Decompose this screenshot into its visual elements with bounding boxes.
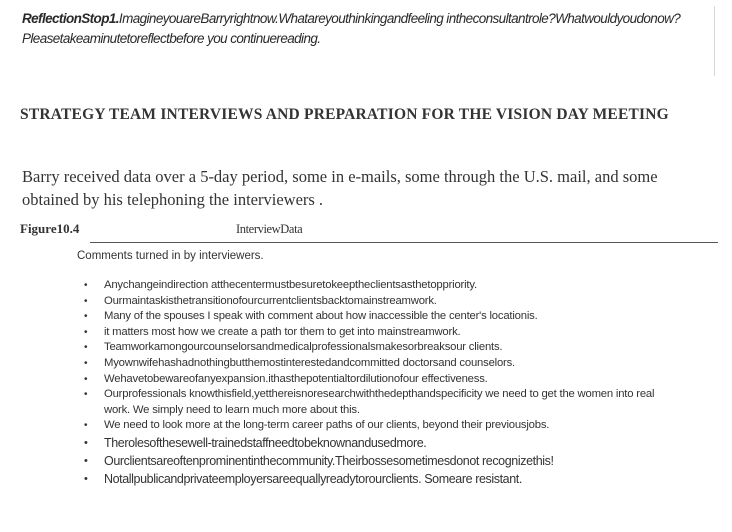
- list-item: • Ourprofessionals knowthisfield,yetthereisnoresearchwiththedepthandspecificity we need to get the women into real work. We simply need to learn much more about this.: [82, 387, 662, 418]
- page-edge-divider: [714, 6, 715, 76]
- list-item: • Therolesofthesewell-trainedstaffneedtobeknownandusedmore.: [82, 435, 662, 452]
- list-item: • Ourclientsareoftenprominentinthecommunity.Theirbossesometimesdonot recognizethis!: [82, 453, 662, 470]
- list-item: • Many of the spouses I speak with comment about how inaccessible the center's locationis.: [82, 309, 662, 325]
- list-item: • Anychangeindirection atthecentermustbesuretokeeptheclientsasthetoppriority.: [82, 278, 662, 294]
- section-intro-paragraph: Barry received data over a 5-day period, some in e-mails, some through the U.S. mail, and some obtained by his telephoning the interviewers .: [22, 167, 658, 209]
- list-item: • Ourmaintaskisthetransitionofourcurrentclientsbacktomainstreamwork.: [82, 294, 662, 310]
- figure-label: Figure10.4: [20, 221, 80, 236]
- list-item: • Wehavetobewareofanyexpansion.ithasthepotentialtordilutionofour effectiveness.: [82, 372, 662, 388]
- reflection-label: ReflectionStop1.: [22, 11, 119, 26]
- list-item: • We need to look more at the long-term career paths of our clients, beyond their previousjobs.: [82, 418, 662, 434]
- figure-title: InterviewData: [236, 222, 303, 236]
- comments-heading: Comments turned in by interviewers.: [77, 250, 264, 262]
- section-heading: STRATEGY TEAM INTERVIEWS AND PREPARATION FOR THE VISION DAY MEETING: [20, 106, 669, 123]
- list-item: • Teamworkamongourcounselorsandmedicalprofessionalsmakesorbreaksour clients.: [82, 340, 662, 356]
- list-item: • Notallpublicandprivateemployersareequallyreadytorourclients. Someare resistant.: [82, 471, 662, 488]
- list-item: • Myownwifehashadnothingbutthemostinterestedandcommitted doctorsand counselors.: [82, 356, 662, 372]
- figure-rule: [90, 242, 718, 243]
- reflection-stop: [22, 9, 702, 49]
- reflection-text: ImagineyouareBarryrightnow.Whatareyouthinkingandfeeling intheconsultantrole?Whatwouldyoudonow?Pleasetakeaminutetoreflectbefore you continuereading.: [22, 11, 681, 46]
- list-item: • it matters most how we create a path tor them to get into mainstreamwork.: [82, 325, 662, 341]
- interview-comments-list: [82, 278, 662, 488]
